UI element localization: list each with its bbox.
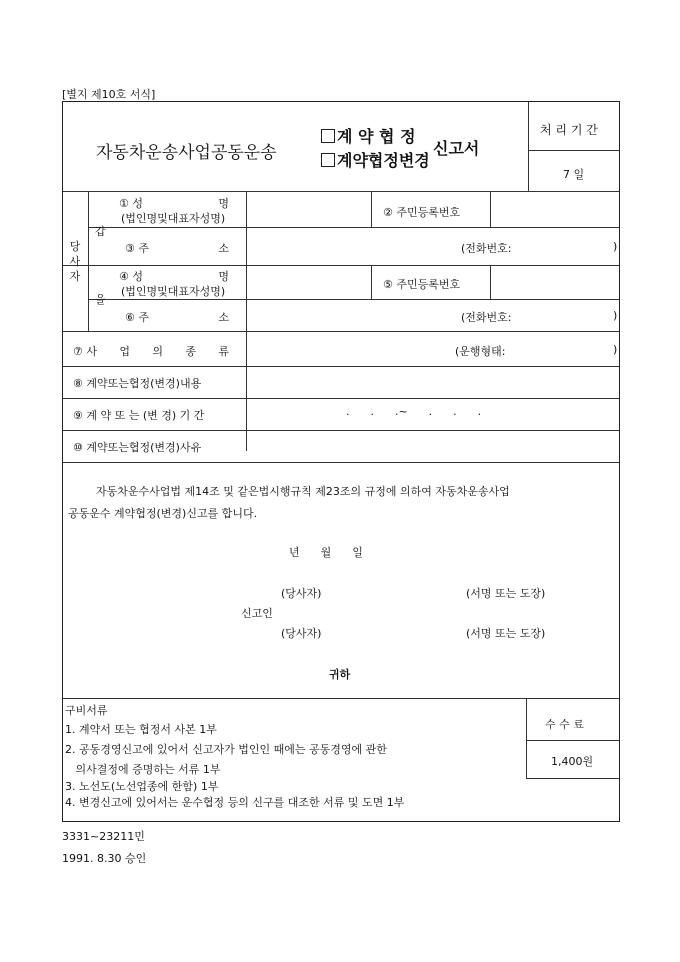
party-label: (당사자) xyxy=(281,587,322,600)
operation-mode-label: (운행형태: xyxy=(455,345,506,358)
required-doc-item: 1. 계약서 또는 협정서 사본 1부 xyxy=(65,723,217,736)
fee-value: 1,400원 xyxy=(551,755,594,768)
fee-label: 수 수 료 xyxy=(545,718,584,731)
required-doc-item: 3. 노선도(노선업종에 한함) 1부 xyxy=(65,780,219,793)
party-group-label: 당 사 자 xyxy=(69,240,81,283)
form-title-suffix: 신고서 xyxy=(433,139,480,158)
name-label: ① 성 명 xyxy=(119,197,229,210)
sign-label: (서명 또는 도장) xyxy=(466,587,546,600)
report-date: 년 월 일 xyxy=(289,546,363,559)
statement-line1: 자동차운수사업법 제14조 및 같은법시행규칙 제23조의 규정에 의하여 자동차운송사업 xyxy=(96,485,510,498)
party-label: (당사자) xyxy=(281,627,322,640)
addressee: 귀하 xyxy=(329,668,351,681)
name-sublabel: (법인명및대표자성명) xyxy=(121,212,226,225)
processing-period-value: 7 일 xyxy=(563,168,585,181)
report-form xyxy=(62,101,620,822)
reg-number-label: ② 주민등록번호 xyxy=(383,206,461,219)
reg-number-label: ⑤ 주민등록번호 xyxy=(383,278,461,291)
contract-period-value: . . .~ . . . xyxy=(346,405,482,418)
form-title: 자동차운송사업공동운송 xyxy=(96,143,277,163)
required-doc-item: 4. 변경신고에 있어서는 운수협정 등의 신구를 대조한 서류 및 도면 1부 xyxy=(65,796,405,809)
required-doc-item: 2. 공동경영신고에 있어서 신고자가 법인인 때에는 공동경영에 관한 xyxy=(65,743,387,756)
required-doc-item: 의사결정에 증명하는 서류 1부 xyxy=(65,763,221,776)
processing-period-label: 처 리 기 간 xyxy=(540,123,598,137)
phone-close: ) xyxy=(613,240,618,253)
address-label: ⑥ 주 소 xyxy=(125,311,229,324)
form-code: 3331~23211민 xyxy=(62,830,145,843)
checkbox-icon[interactable] xyxy=(321,129,335,143)
contract-reason-label: ⑩ 계약또는협정(변경)사유 xyxy=(73,441,202,454)
name-sublabel: (법인명및대표자성명) xyxy=(121,285,226,298)
phone-close: ) xyxy=(613,309,618,322)
sign-label: (서명 또는 도장) xyxy=(466,627,546,640)
approval-date: 1991. 8.30 승인 xyxy=(62,852,147,865)
phone-label: (전화번호: xyxy=(461,311,512,324)
party-eul-label: 을 xyxy=(95,293,106,306)
form-number: [별지 제10호 서식] xyxy=(62,88,156,101)
checkbox-icon[interactable] xyxy=(321,153,335,167)
statement-line2: 공동운수 계약협정(변경)신고를 합니다. xyxy=(68,507,258,520)
address-label: ③ 주 소 xyxy=(125,242,229,255)
business-type-label: ⑦ 사 업 의 종 류 xyxy=(73,345,229,358)
contract-content-label: ⑧ 계약또는협정(변경)내용 xyxy=(73,377,202,390)
phone-label: (전화번호: xyxy=(461,242,512,255)
mode-close: ) xyxy=(613,343,618,356)
contract-period-label: ⑨ 계 약 또 는 (변 경) 기 간 xyxy=(73,409,205,422)
required-docs-title: 구비서류 xyxy=(65,704,108,717)
party-gap-label: 갑 xyxy=(95,225,106,238)
option-change[interactable]: 계약협정변경 xyxy=(321,148,430,171)
name-label: ④ 성 명 xyxy=(119,270,229,283)
reporter-label: 신고인 xyxy=(241,607,273,620)
option-contract[interactable]: 계 약 협 정 xyxy=(321,124,416,147)
